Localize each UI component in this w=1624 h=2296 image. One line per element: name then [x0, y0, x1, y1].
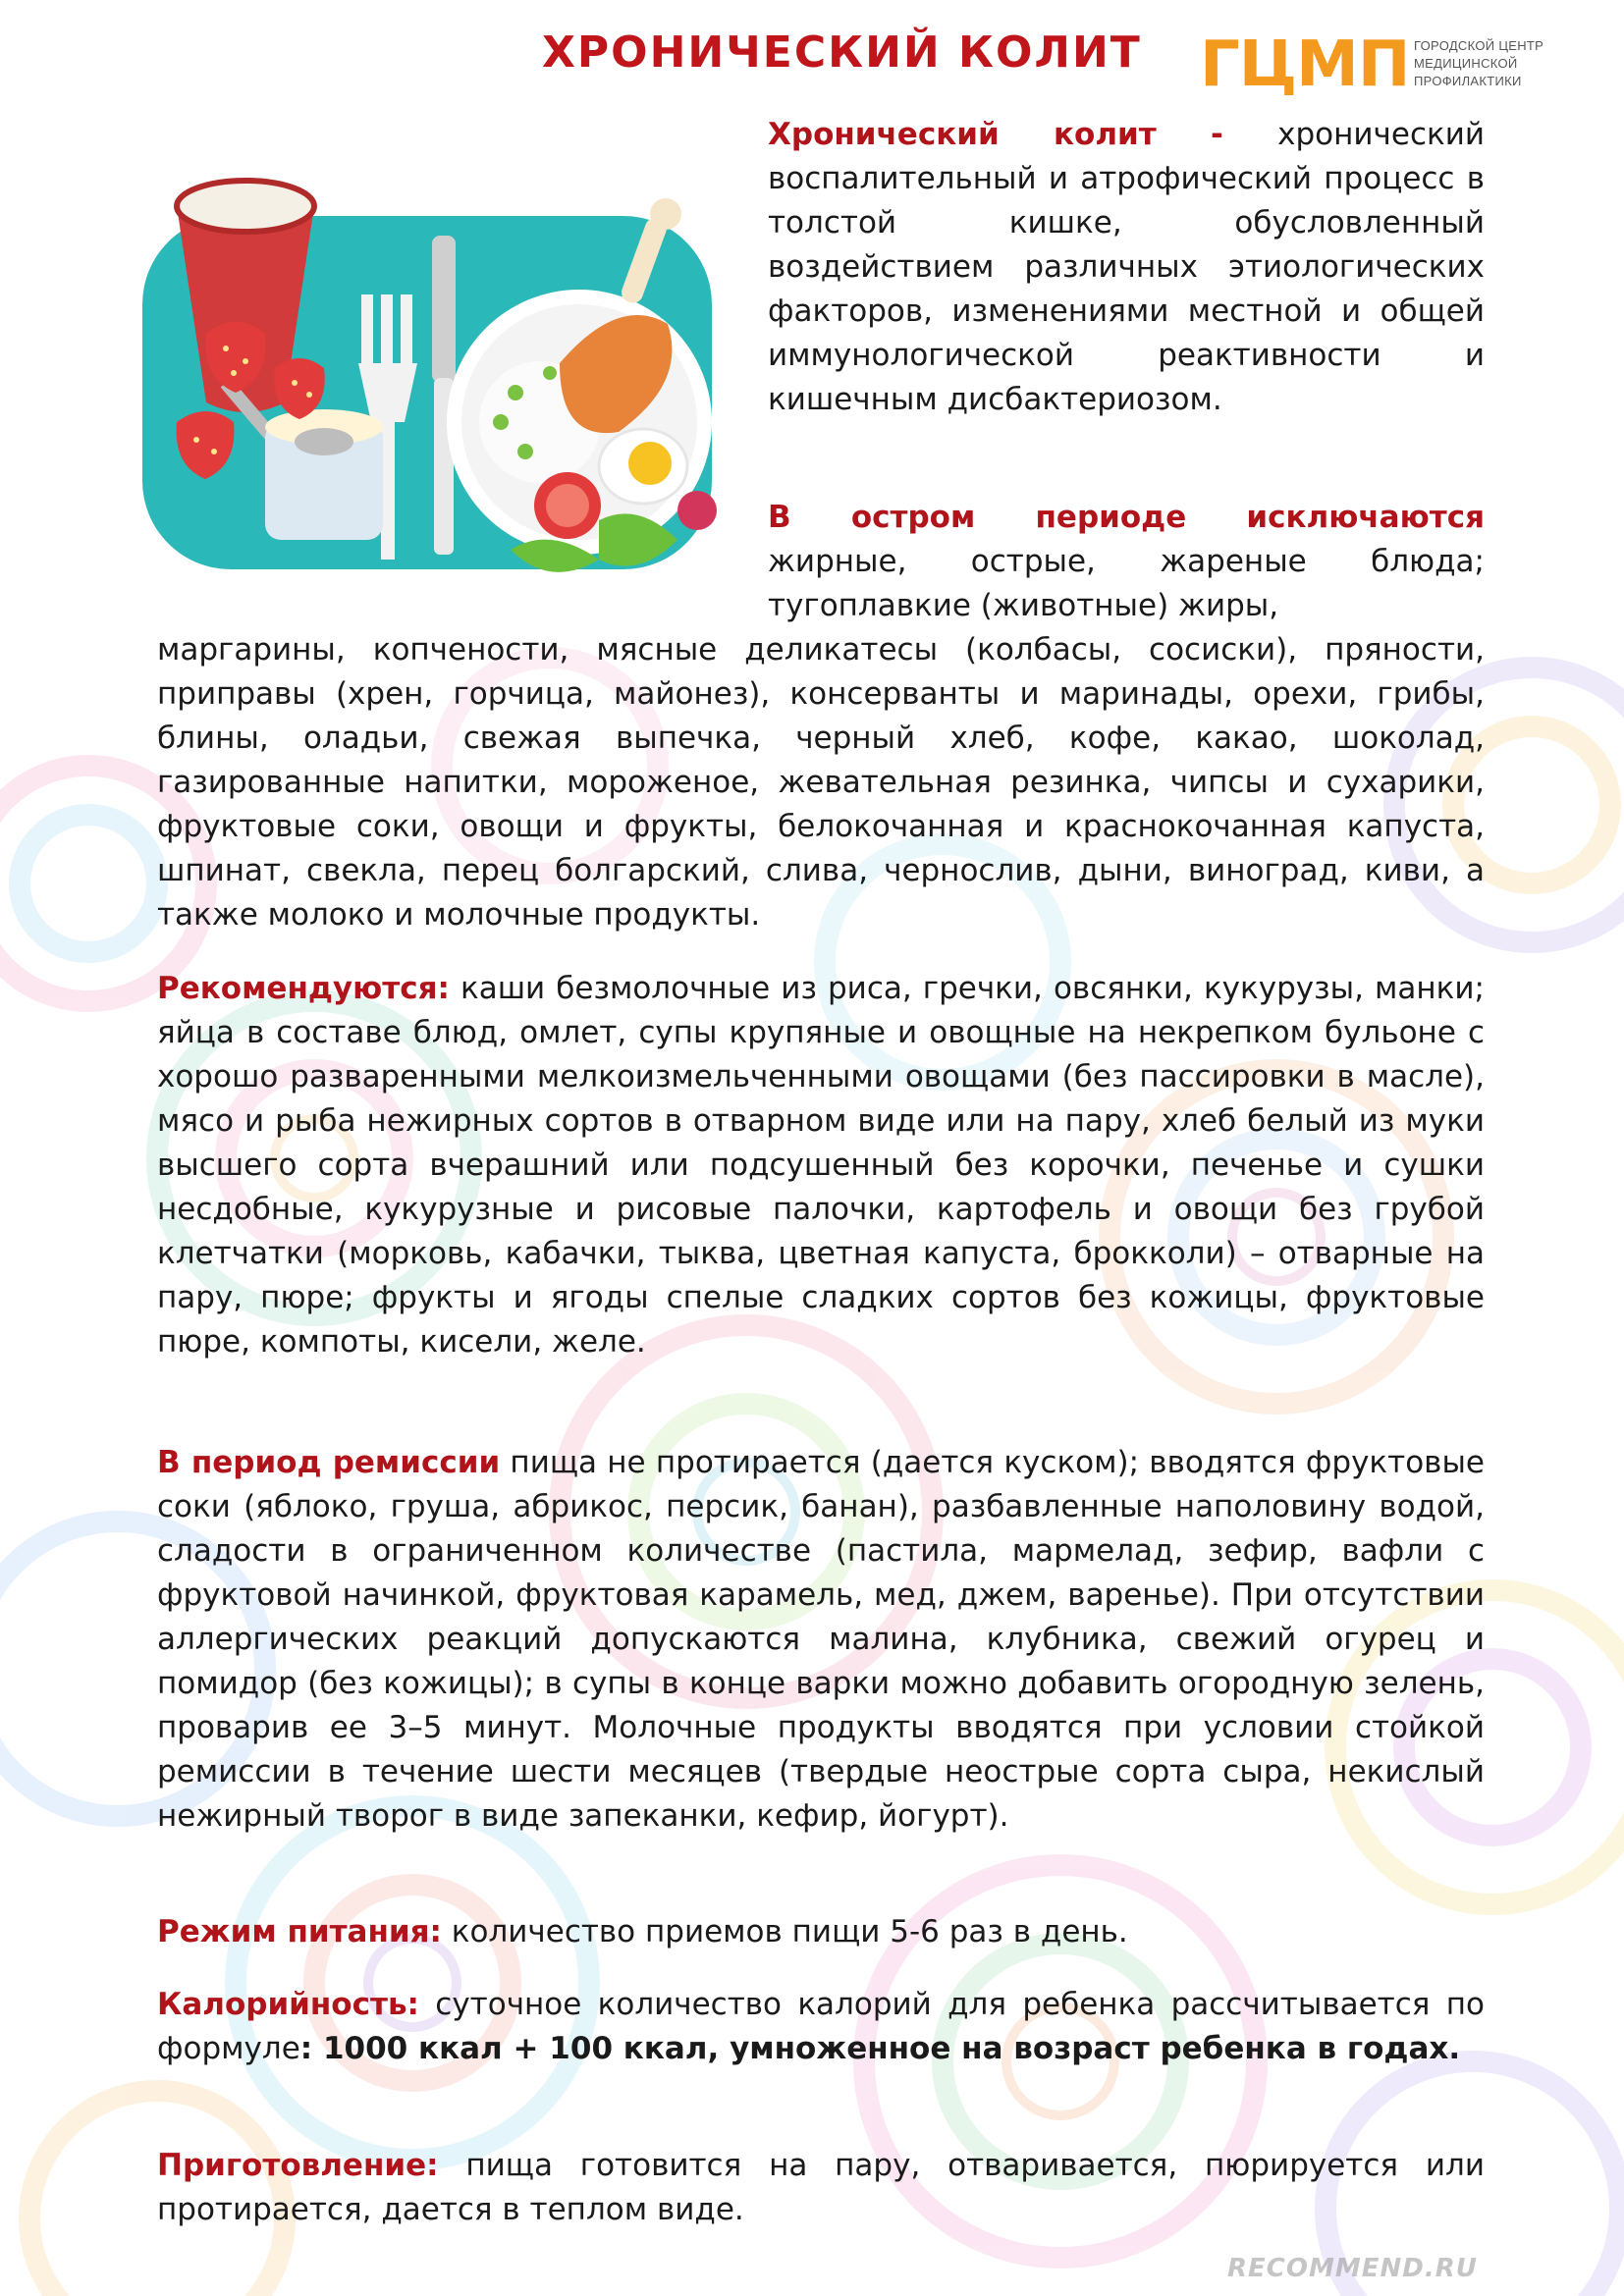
acute-period-paragraph [768, 496, 1485, 628]
calories-paragraph [157, 1983, 1485, 2071]
tomato-icon [534, 472, 601, 539]
watermark: RECOMMEND.RU [1227, 2254, 1478, 2283]
acute-period-text: жирные, острые, жареные блюда; тугоплавкие (животные) жиры, [768, 544, 1485, 623]
recommended-paragraph [157, 967, 1485, 1364]
food-tray-illustration [137, 128, 717, 609]
intro-term: Хронический колит [768, 117, 1157, 152]
logo-caption-line: ГОРОДСКОЙ ЦЕНТР [1414, 38, 1544, 53]
regime-paragraph [157, 1910, 1485, 1954]
acute-period-label: В остром периоде исключаются [768, 500, 1485, 535]
regime-label: Режим питания: [157, 1914, 442, 1949]
page-title: ХРОНИЧЕСКИЙ КОЛИТ [542, 27, 1142, 78]
remission-paragraph [157, 1441, 1485, 1839]
cooking-paragraph [157, 2144, 1485, 2232]
remission-label: В период ремиссии [157, 1445, 501, 1480]
intro-text: хронический воспалительный и атрофический процесс в толстой кишке, обусловленный воздействием различных этиологических факторов, изменениями местной и общей иммунологической реактивности и кишечным дисбактериозом. [768, 117, 1486, 417]
calories-label: Калорийность: [157, 1987, 419, 2022]
calories-text: суточное количество калорий для ребенка рассчитывается по формуле [157, 1987, 1485, 2066]
organization-logo [1200, 29, 1553, 100]
acute-period-continuation: маргарины, копчености, мясные деликатесы (колбасы, сосиски), пряности, приправы (хрен, горчица, майонез), консерванты и маринады, орехи, грибы, блины, оладьи, свежая выпечка, черный хлеб, кофе, какао, шоколад, газированные напитки, мороженое, жевательная резинка, чипсы и сухарики, фруктовые соки, овощи и фрукты, белокочанная и краснокочанная капуста, шпинат, свекла, перец болгарский, слива, чернослив, дыни, виноград, киви, а также молоко и молочные продукты. [157, 632, 1485, 933]
cooking-label: Приготовление: [157, 2148, 439, 2183]
logo-mark: ГЦМП [1200, 28, 1410, 101]
remission-text: пища не протирается (дается куском); вводятся фруктовые соки (яблоко, груша, абрикос, персик, банан), разбавленные наполовину водой, сладости в ограниченном количестве (пастила, мармелад, зефир, вафли с фруктовой начинкой, фруктовая карамель, мед, джем, варенье). При отсутствии аллергических реакций допускаются малина, клубника, свежий огурец и помидор (без кожицы); в супы в конце варки можно добавить огородную зелень, проварив ее 3–5 минут. Молочные продукты вводятся при условии стойкой ремиссии в течение шести месяцев (твердые неострые сорта сыра, некислый нежирный творог в виде запеканки, кефир, йогурт). [157, 1445, 1485, 1834]
calories-formula: : 1000 ккал + 100 ккал, умноженное на возраст ребенка в годах. [299, 2031, 1461, 2066]
egg-icon [599, 429, 687, 504]
intro-paragraph [768, 113, 1485, 422]
logo-caption-line: ПРОФИЛАКТИКИ [1414, 74, 1522, 88]
cooking-text: пища готовится на пару, отваривается, пюрируется или протирается, дается в теплом виде. [157, 2148, 1485, 2227]
intro-dash: - [1156, 117, 1278, 152]
recommended-label: Рекомендуются: [157, 971, 450, 1006]
radish-icon [677, 491, 717, 530]
logo-caption-line: МЕДИЦИНСКОЙ [1414, 56, 1518, 71]
logo-caption [1414, 37, 1561, 90]
recommended-text: каши безмолочные из риса, гречки, овсянки, кукурузы, манки; яйца в составе блюд, омлет, супы крупяные и овощные на некрепком бульоне с хорошо разваренными мелкоизмельченными овощами (без пассировки в масле), мясо и рыба нежирных сортов в отварном виде или на пару, хлеб белый из муки высшего сорта вчерашний или подсушенный без корочки, печенье и сушки несдобные, кукурузные и рисовые палочки, картофель и овощи без грубой клетчатки (морковь, кабачки, тыква, цветная капуста, брокколи) – отварные на пару, пюре; фрукты и ягоды спелые сладких сортов без кожицы, фруктовые пюре, компоты, кисели, желе. [157, 971, 1485, 1360]
regime-text: количество приемов пищи 5-6 раз в день. [441, 1914, 1128, 1949]
